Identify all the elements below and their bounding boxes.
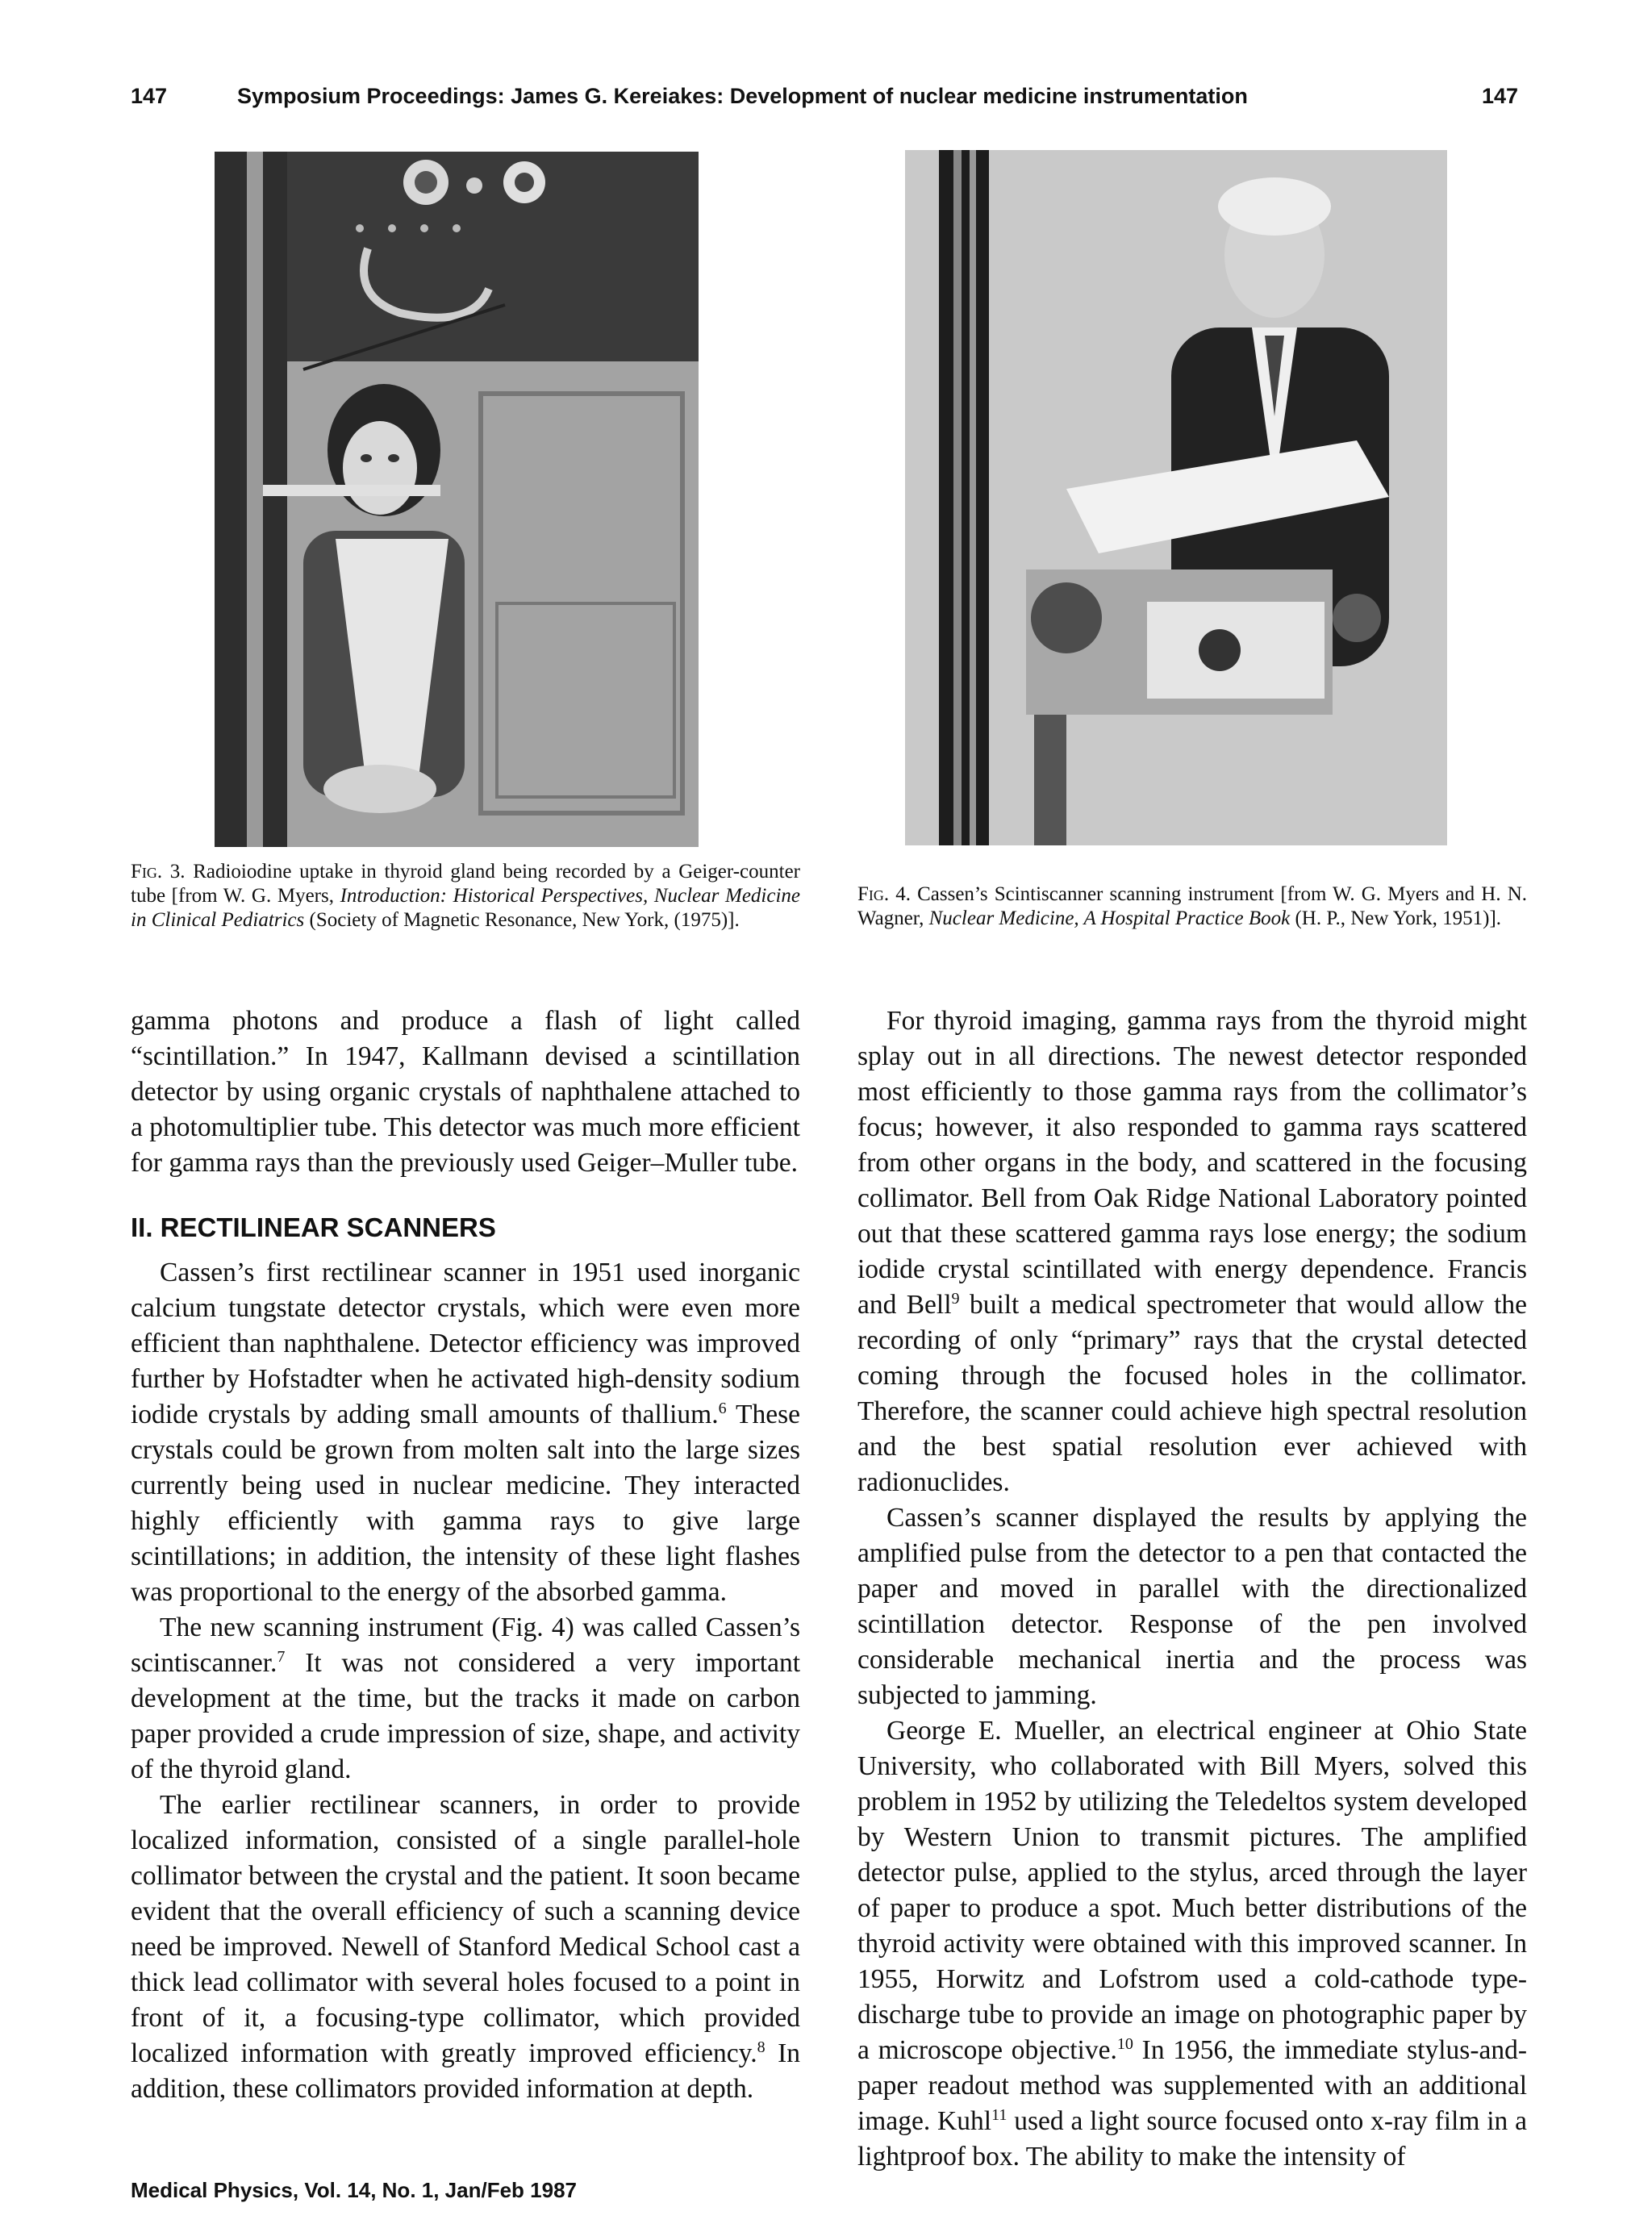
reference-7: 7 <box>277 1647 286 1666</box>
reference-8: 8 <box>757 2038 766 2056</box>
left-paragraph-2-text-b: These crystals could be grown from molten salt into the large sizes currently being used in nuclear medicine. They interacted highly efficiently with gamma rays to give large scintillations; in addition, the intensity of these light flashes was proportional to the energy of the absorbed gamma. <box>131 1400 800 1607</box>
figure-3-label: Fig. 3. <box>131 861 186 882</box>
left-column <box>131 1003 800 2107</box>
left-paragraph-2 <box>131 1255 800 1610</box>
figure-3-caption-source-title: Introduction: Historical Perspectives, Nuclear Medicine in Clinical Pediatrics <box>131 885 801 931</box>
page-number-left: 147 <box>131 84 168 108</box>
right-column <box>857 1003 1527 2175</box>
figure-4-photo <box>905 150 1447 845</box>
left-paragraph-4 <box>131 1788 800 2107</box>
figure-4-label: Fig. 4. <box>857 883 911 905</box>
figure-4-illustration <box>905 150 1447 845</box>
figure-3-photo <box>215 152 699 847</box>
reference-6: 6 <box>718 1399 727 1417</box>
figure-3-illustration <box>215 152 699 847</box>
journal-footer: Medical Physics, Vol. 14, No. 1, Jan/Feb 1987 <box>131 2178 577 2202</box>
running-title: Symposium Proceedings: James G. Kereiakes: Development of nuclear medicine instrumentation <box>237 84 1248 108</box>
figure-3-caption-publisher: (Society of Magnetic Resonance, New York, (1975)]. <box>304 909 740 931</box>
figure-4-caption <box>857 882 1527 931</box>
running-header <box>131 84 1518 116</box>
left-paragraph-4-text-b: In addition, these collimators provided information at depth. <box>131 2038 800 2104</box>
right-paragraph-3-text-a: George E. Mueller, an electrical engineer at Ohio State University, who collaborated with Bill Myers, solved this problem in 1952 by utilizing the Teledeltos system developed by Western Union to transmit pictures. The amplified detector pulse, applied to the stylus, arced through the layer of paper to produce a spot. Much better distributions of the thyroid activity were obtained with this improved scanner. In 1955, Horwitz and Lofstrom used a cold-cathode type-discharge tube to provide an image on photographic paper by a microscope objective. <box>857 1716 1527 2065</box>
right-paragraph-2: Cassen’s scanner displayed the results by applying the amplified pulse from the detector to a pen that contacted the paper and moved in parallel with the directionalized scintillation detector. Response of the pen involved considerable mechanical inertia and the process was subjected to jamming. <box>857 1503 1527 1710</box>
figure-3-caption-text: Radioiodine uptake in thyroid gland being recorded by a Geiger-counter tube [from W. G. Myers, <box>131 861 800 907</box>
figure-4-caption-source-title: Nuclear Medicine, A Hospital Practice Book <box>928 907 1291 929</box>
right-paragraph-3-text-c: used a light source focused onto x-ray film in a lightproof box. The ability to make the intensity of <box>857 2106 1527 2172</box>
left-paragraph-1: gamma photons and produce a flash of light called “scintillation.” In 1947, Kallmann devised a scintillation detector by using organic crystals of naphthalene attached to a photomultiplier tube. This detector was much more efficient for gamma rays than the previously used Geiger–Muller tube. <box>131 1006 800 1178</box>
left-paragraph-3-text-a: The new scanning instrument (Fig. 4) was called Cassen’s scintiscanner. <box>131 1613 800 1678</box>
figure-3-caption <box>131 860 800 933</box>
reference-10: 10 <box>1116 2034 1133 2053</box>
right-paragraph-1-text-a: For thyroid imaging, gamma rays from the thyroid might splay out in all directions. The newest detector responded most efficiently to those gamma rays from the collimator’s focus; however, it also responded to gamma rays scattered from other organs in the body, and scattered in the focusing collimator. Bell from Oak Ridge National Laboratory pointed out that these scattered gamma rays lose energy; the sodium iodide crystal scintillated with energy dependence. Francis and Bell <box>857 1006 1527 1320</box>
reference-11: 11 <box>991 2105 1007 2124</box>
right-paragraph-1 <box>857 1003 1527 1500</box>
figure-4-caption-publisher: (H. P., New York, 1951)]. <box>1290 907 1502 929</box>
left-paragraph-3 <box>131 1610 800 1788</box>
reference-9: 9 <box>951 1289 960 1308</box>
figure-4-caption-text: Cassen’s Scintiscanner scanning instrument [from W. G. Myers and H. N. Wagner, <box>857 883 1527 929</box>
left-paragraph-3-text-b: It was not considered a very important development at the time, but the tracks it made on carbon paper provided a crude impression of size, shape, and activity of the thyroid gland. <box>131 1648 800 1784</box>
section-heading: II. RECTILINEAR SCANNERS <box>131 1212 496 1242</box>
left-paragraph-2-text-a: Cassen’s first rectilinear scanner in 1951 used inorganic calcium tungstate detector crystals, which were even more efficient than naphthalene. Detector efficiency was improved further by Hofstadter when he activated high-density sodium iodide crystals by adding small amounts of thallium. <box>131 1258 800 1429</box>
right-paragraph-3 <box>857 1713 1527 2175</box>
right-paragraph-3-text-b: In 1956, the immediate stylus-and-paper readout method was supplemented with an additional image. Kuhl <box>857 2035 1527 2136</box>
page-number-right: 147 <box>1481 84 1518 108</box>
right-paragraph-1-text-b: built a medical spectrometer that would allow the recording of only “primary” rays that the crystal detected coming through the focused holes in the collimator. Therefore, the scanner could achieve high spectral resolution and the best spatial resolution ever achieved with radionuclides. <box>857 1290 1527 1497</box>
left-paragraph-4-text-a: The earlier rectilinear scanners, in order to provide localized information, consisted of a single parallel-hole collimator between the crystal and the patient. It soon became evident that the overall efficiency of such a scanning device need be improved. Newell of Stanford Medical School cast a thick lead collimator with several holes focused to a point in front of it, a focusing-type collimator, which provided localized information with greatly improved efficiency. <box>131 1790 800 2068</box>
